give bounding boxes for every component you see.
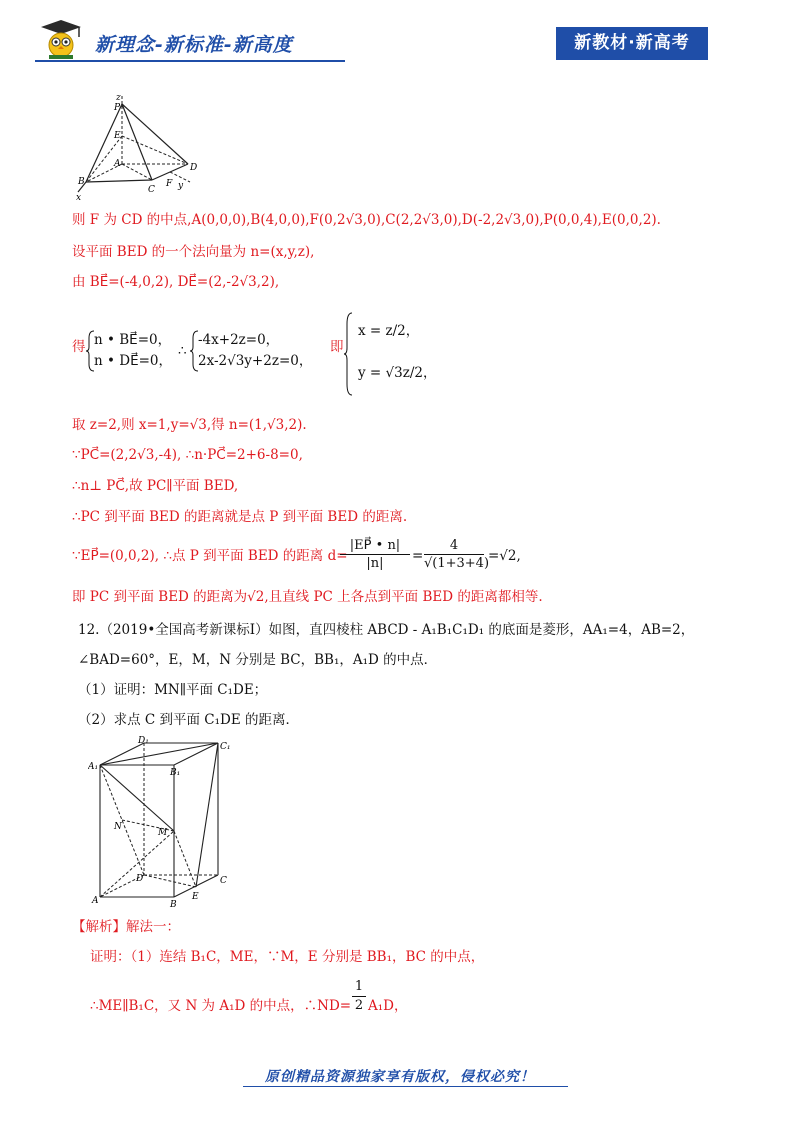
distance-frac-2 xyxy=(424,537,490,572)
distance-frac-2-num: 4 xyxy=(424,537,484,555)
solution-line-5: 取 z=2,则 x=1,y=√3,得 n=(1,√3,2). xyxy=(72,417,307,433)
system-eq-4: 2x-2√3y+2z=0， xyxy=(198,353,313,369)
distance-frac-1-num: |EP⃗ • n| xyxy=(340,537,410,555)
fig2-label-e: E xyxy=(192,892,199,902)
fig2-label-a1: A₁ xyxy=(88,762,99,772)
fig2-label-d: D xyxy=(136,874,144,884)
prism-figure xyxy=(88,735,238,910)
distance-frac-2-den: √(1+3+4) xyxy=(424,556,490,571)
analysis-heading: 【解析】解法一： xyxy=(72,919,180,935)
solution-line-1: 则 F 为 CD 的中点,A(0,0,0),B(4,0,0),F(0,2√3,0),C(2,2√3,0),D(-2,2√3,0),P(0,0,4),E(0,0,2). xyxy=(72,212,661,228)
fig1-label-p: P xyxy=(114,103,121,113)
problem-statement-2: ∠BAD=60°，E，M，N 分别是 BC，BB₁，A₁D 的中点． xyxy=(78,652,438,668)
system-ji: 即 xyxy=(330,339,344,355)
analysis-half-den: 2 xyxy=(354,998,364,1013)
fig1-label-y: y xyxy=(178,181,184,191)
owl-logo-icon xyxy=(35,18,87,60)
analysis-line-1: 证明：（1）连结 B₁C，ME，∵M，E 分别是 BB₁，BC 的中点， xyxy=(90,949,485,965)
system-eq-5: x = z/2， xyxy=(358,323,420,339)
fig2-label-b: B xyxy=(170,900,177,910)
header-slogan: 新理念-新标准-新高度 xyxy=(95,34,293,56)
solution-line-6: ∵PC⃗=(2,2√3,-4), ∴n·PC⃗=2+6-8=0, xyxy=(72,447,303,463)
problem-part-2: （2）求点 C 到平面 C₁DE 的距离． xyxy=(78,712,300,728)
fig1-label-b: B xyxy=(78,177,85,187)
system-therefore: ∴ xyxy=(178,343,187,359)
fig1-label-e: E xyxy=(114,131,121,141)
fig2-label-c: C xyxy=(220,876,227,886)
fig2-label-c1: C₁ xyxy=(220,742,231,752)
fig2-label-d1: D₁ xyxy=(138,736,149,746)
fig1-label-c: C xyxy=(148,185,155,195)
system-eq-6: y = √3z/2， xyxy=(358,365,437,381)
fig2-label-b1: B₁ xyxy=(170,768,181,778)
solution-line-8: ∴PC 到平面 BED 的距离就是点 P 到平面 BED 的距离. xyxy=(72,509,408,525)
solution-line-7: ∴n⊥ PC⃗,故 PC∥平面 BED, xyxy=(72,478,239,494)
analysis-line-2-suffix: A₁D， xyxy=(368,998,408,1014)
analysis-line-2-prefix: ∴ME∥B₁C，又 N 为 A₁D 的中点，∴ND= xyxy=(90,998,352,1014)
fig1-label-f: F xyxy=(166,179,173,189)
fig1-label-d: D xyxy=(190,163,198,173)
fig1-label-a: A xyxy=(114,159,121,169)
system-eq-1: n • BE⃗=0， xyxy=(94,332,172,348)
distance-intro: ∵EP⃗=(0,0,2), ∴点 P 到平面 BED 的距离 d= xyxy=(72,548,348,564)
distance-equals: = xyxy=(412,548,424,564)
fig2-label-m: M xyxy=(158,828,168,838)
system-eq-2: n • DE⃗=0， xyxy=(94,353,172,369)
distance-frac-1-den: |n| xyxy=(366,556,384,571)
analysis-half-num: 1 xyxy=(352,978,366,997)
footer-divider xyxy=(243,1086,568,1087)
system-eq-3: -4x+2z=0， xyxy=(198,332,280,348)
footer-copyright: 原创精品资源独家享有版权，侵权必究！ xyxy=(265,1069,535,1085)
fig2-label-n: N xyxy=(114,822,122,832)
solution-line-3: 由 BE⃗=(-4,0,2), DE⃗=(2,-2√3,2), xyxy=(72,274,280,290)
problem-statement-1: 12.（2019•全国高考新课标Ⅰ）如图，直四棱柱 ABCD - A₁B₁C₁D₁ 的底面是菱形，AA₁=4，AB=2， xyxy=(78,622,695,638)
pyramid-figure xyxy=(70,92,210,204)
header-divider xyxy=(35,60,345,62)
system-prefix: 得 xyxy=(72,339,86,355)
problem-part-1: （1）证明：MN∥平面 C₁DE； xyxy=(78,682,268,698)
solution-line-2: 设平面 BED 的一个法向量为 n=(x,y,z), xyxy=(72,244,315,260)
system-brace-3 xyxy=(344,312,354,396)
analysis-half-fraction xyxy=(352,978,366,1015)
fig1-label-z: z xyxy=(116,93,121,103)
header-badge: 新教材·新高考 xyxy=(556,27,708,60)
distance-frac-1 xyxy=(340,537,410,572)
fig1-label-x: x xyxy=(76,193,82,203)
fig2-label-a: A xyxy=(92,896,99,906)
solution-line-10: 即 PC 到平面 BED 的距离为√2,且直线 PC 上各点到平面 BED 的距离都相等. xyxy=(72,589,543,605)
distance-result: =√2, xyxy=(488,548,521,564)
